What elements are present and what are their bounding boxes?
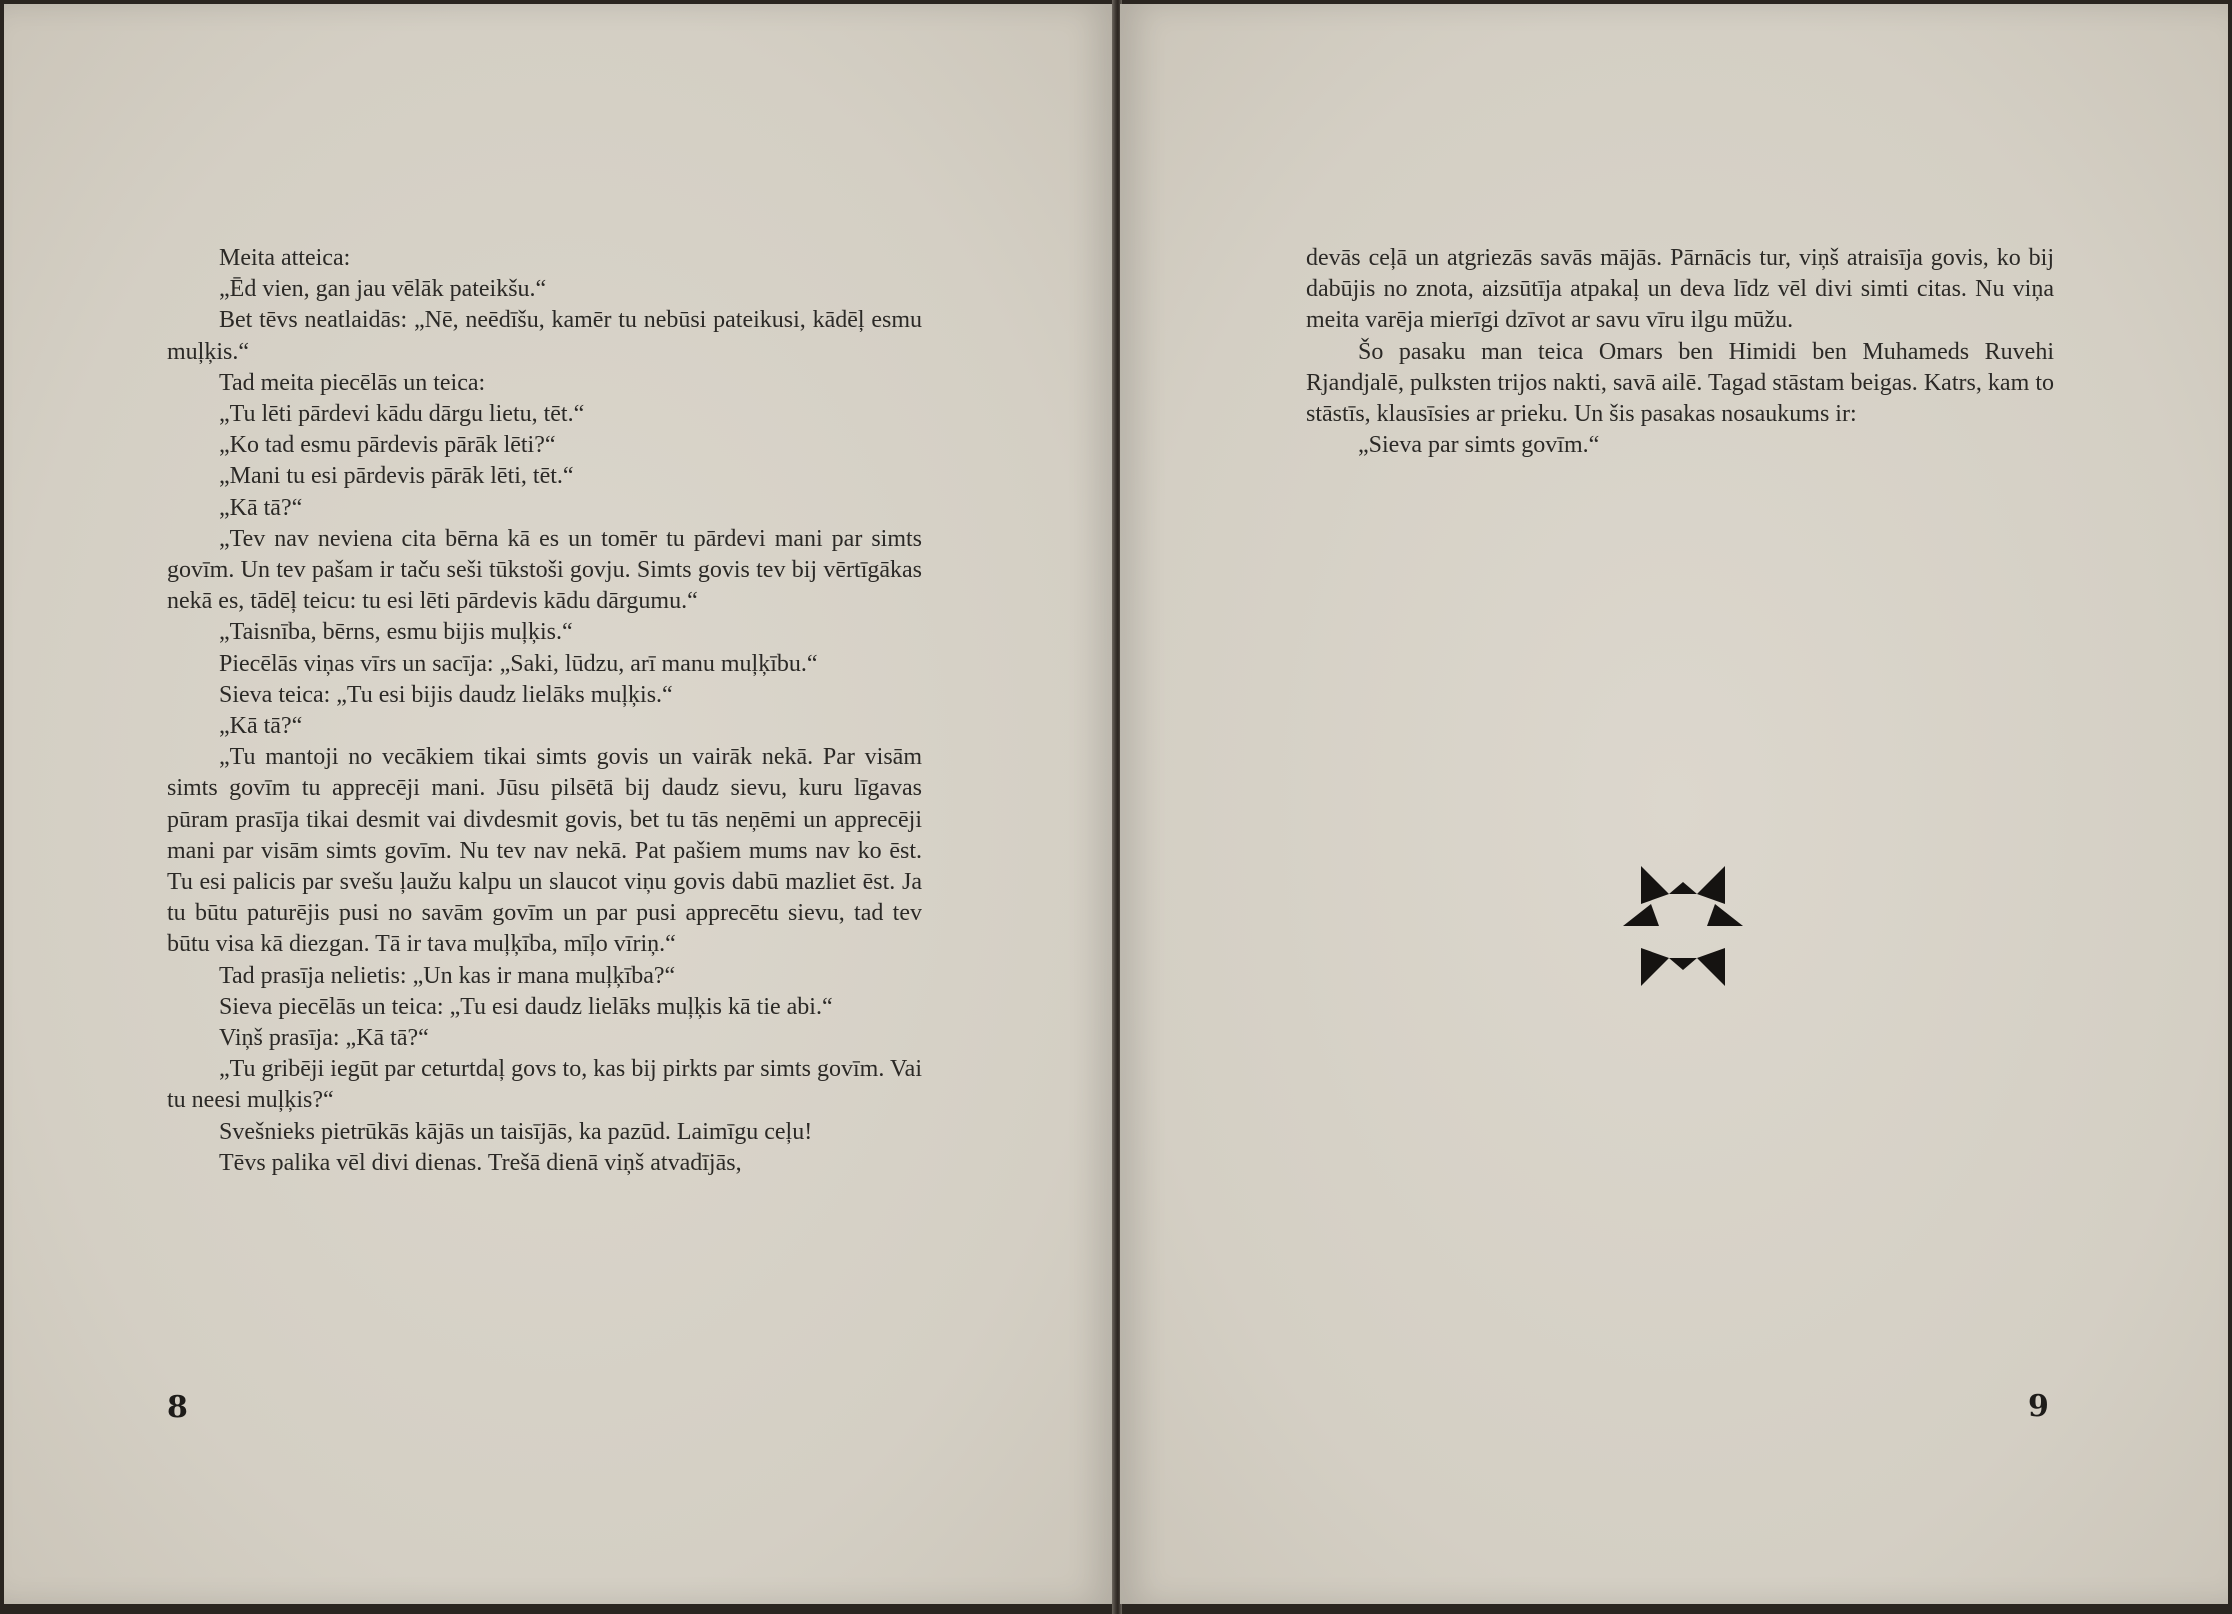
paragraph: Tad prasīja nelietis: „Un kas ir mana muļķība?“ <box>219 962 676 989</box>
paragraph: „Kā tā?“ <box>219 494 303 521</box>
left-page <box>4 4 1114 1604</box>
paragraph: „Taisnība, bērns, esmu bijis muļķis.“ <box>219 619 573 646</box>
paragraph: „Kā tā?“ <box>219 713 303 740</box>
paragraph: Piecēlās viņas vīrs un sacīja: „Saki, lūdzu, arī manu muļķību.“ <box>219 650 818 677</box>
paragraph: Šo pasaku man teica Omars ben Himidi ben Muhameds Ruvehi Rjandjalē, pulksten trijos nakti, savā ailē. Tagad stāstam beigas. Katrs, kam to stāstīs, klausīsies ar prieku. Un šis pasakas nosaukums ir: <box>1306 338 2054 428</box>
paragraph: Sieva teica: „Tu esi bijis daudz lielāks muļķis.“ <box>219 681 673 708</box>
paragraph: Tad meita piecēlās un teica: <box>219 369 486 396</box>
paragraph: „Tu gribēji iegūt par ceturtdaļ govs to, kas bij pirkts par simts govīm. Vai tu neesi muļķis?“ <box>167 1056 922 1114</box>
right-page-text <box>1306 243 2054 461</box>
paragraph: Viņš prasīja: „Kā tā?“ <box>219 1025 429 1052</box>
paragraph: „Tev nav neviena cita bērna kā es un tomēr tu pārdevi mani par simts govīm. Un tev pašam ir taču seši tūkstoši govju. Simts govis tev bij vērtīgākas nekā es, tādēļ teicu: tu esi lēti pārdevis kādu dārgumu.“ <box>167 525 922 615</box>
paragraph: Bet tēvs neatlaidās: „Nē, neēdīšu, kamēr tu nebūsi pateikusi, kādēļ esmu muļķis.“ <box>167 307 922 365</box>
paragraph: „Mani tu esi pārdevis pārāk lēti, tēt.“ <box>219 463 574 490</box>
paragraph: Tēvs palika vēl divi dienas. Trešā dienā viņš atvadījās, <box>219 1149 742 1176</box>
page-number: 8 <box>167 1390 188 1425</box>
paragraph: devās ceļā un atgriezās savās mājās. Pārnācis tur, viņš atraisīja govis, ko bij dabūjis no znota, aizsūtīja atpakaļ un deva līdz vēl divi simti citas. Nu viņa meita varēja mierīgi dzīvot ar savu vīru ilgu mūžu. <box>1306 245 2054 334</box>
right-page <box>1120 4 2228 1604</box>
paragraph: Sieva piecēlās un teica: „Tu esi daudz lielāks muļķis kā tie abi.“ <box>219 993 833 1020</box>
left-page-text <box>167 243 922 1179</box>
paragraph: „Sieva par simts govīm.“ <box>1358 432 1600 459</box>
paragraph: Meita atteica: <box>219 245 351 271</box>
paragraph: „Tu mantoji no vecākiem tikai simts govis un vairāk nekā. Par visām simts govīm tu apprecēji mani. Jūsu pilsētā bij daudz sievu, kuru līgavas pūram prasīja tikai desmit vai divdesmit govis, bet tu tās neņēmi un apprecēji mani par visām simts govīm. Nu tev nav nekā. Pat pašiem mums nav ko ēst. Tu esi palicis par svešu ļaužu kalpu un slaucot viņu govis dabū mazliet ēst. Ja tu būtu paturējis pusi no savām govīm un par pusi apprecētu sievu, tad tev būtu visa kā diezgan. Tā ir tava muļķība, mīļo vīriņ.“ <box>167 744 922 958</box>
paragraph: „Ēd vien, gan jau vēlāk pateikšu.“ <box>219 276 547 303</box>
page-number: 9 <box>2028 1389 2049 1424</box>
star-ornament-icon <box>1621 864 1745 988</box>
paragraph: „Tu lēti pārdevi kādu dārgu lietu, tēt.“ <box>219 401 585 428</box>
paragraph: „Ko tad esmu pārdevis pārāk lēti?“ <box>219 432 556 459</box>
paragraph: Svešnieks pietrūkās kājās un taisījās, ka pazūd. Laimīgu ceļu! <box>219 1118 813 1145</box>
